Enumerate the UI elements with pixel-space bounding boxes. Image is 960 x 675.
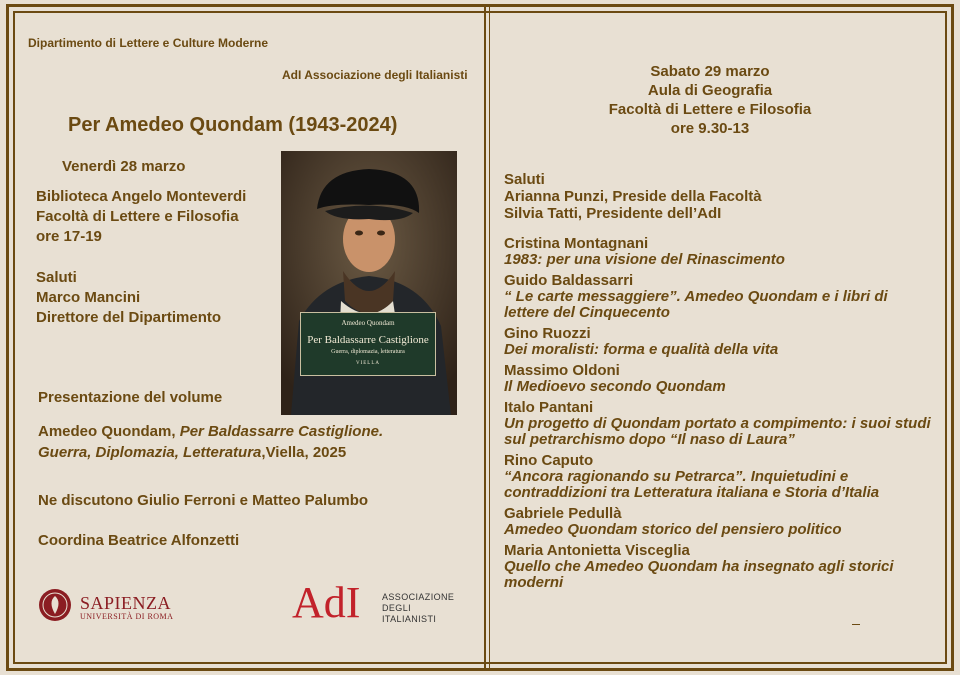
greetings-line: Saluti: [36, 269, 77, 286]
talk-title: Il Medioevo secondo Quondam: [504, 378, 726, 395]
day2-time: ore 9.30-13: [670, 120, 750, 137]
talk-title: Quello che Amedeo Quondam ha insegnato agli storici moderni: [504, 558, 894, 591]
cover-subtitle: Guerra, diplomazia, letteratura: [331, 349, 405, 355]
decorative-dash: [852, 624, 860, 625]
day2-greetings: [504, 171, 762, 222]
presentation-heading: Presentazione del volume: [38, 389, 223, 406]
day1-venue: [36, 187, 246, 247]
talk-title: “ Le carte messaggiere”. Amedeo Quondam e i libri di lettere del Cinquecento: [504, 288, 888, 321]
sapienza-subtitle: UNIVERSITÀ DI ROMA: [80, 612, 174, 621]
greetings-line: Marco Mancini: [36, 289, 141, 306]
greetings-line: Silvia Tatti, Presidente dell’AdI: [504, 205, 722, 222]
talk-title: Amedeo Quondam storico del pensiero politico: [504, 521, 842, 538]
book-reference: [38, 421, 383, 463]
book-publisher: ,Viella, 2025: [261, 444, 347, 461]
program-list: [504, 236, 934, 596]
program-item: [504, 273, 934, 321]
program-item: [504, 506, 934, 538]
program-item: [504, 400, 934, 448]
cover-publisher: VIELLA: [355, 361, 381, 366]
association-name: AdI Associazione degli Italianisti: [282, 68, 468, 82]
sapienza-name: SAPIENZA: [80, 593, 172, 613]
discussants: Ne discutono Giulio Ferroni e Matteo Palumbo: [38, 492, 369, 509]
book-title-part2: Guerra, Diplomazia, Letteratura: [38, 444, 262, 461]
cover-title: Per Baldassarre Castiglione: [307, 334, 429, 346]
day2-faculty: Facoltà di Lettere e Filosofia: [608, 101, 812, 118]
greetings-line: Direttore del Dipartimento: [36, 309, 222, 326]
program-item: [504, 326, 934, 358]
adi-logo-line: DEGLI: [382, 603, 412, 613]
adi-logo-text: [382, 592, 454, 625]
talk-title: 1983: per una visione del Rinascimento: [504, 251, 785, 268]
day1-date: Venerdì 28 marzo: [62, 158, 186, 175]
day2-header: [580, 62, 840, 138]
coordinator: Coordina Beatrice Alfonzetti: [38, 532, 240, 549]
speaker-name: Rino Caputo: [504, 452, 594, 469]
event-title: Per Amedeo Quondam (1943-2024): [68, 114, 398, 136]
fold-line: [484, 4, 486, 671]
speaker-name: Gabriele Pedullà: [504, 505, 622, 522]
program-item: [504, 453, 934, 501]
speaker-name: Massimo Oldoni: [504, 362, 620, 379]
speaker-name: Cristina Montagnani: [504, 235, 649, 252]
book-title-part1: Per Baldassarre Castiglione.: [179, 423, 384, 440]
venue-line: Biblioteca Angelo Monteverdi: [36, 188, 247, 205]
talk-title: Un progetto di Quondam portato a compimento: i suoi studi sul petrarchismo dopo “Il naso di Laura”: [504, 415, 931, 448]
cover-title-panel: [300, 312, 436, 376]
speaker-name: Italo Pantani: [504, 399, 594, 416]
day2-room: Aula di Geografia: [647, 82, 773, 99]
greetings-line: Arianna Punzi, Preside della Facoltà: [504, 188, 762, 205]
fold-line-secondary: [489, 4, 490, 671]
book-author: Amedeo Quondam,: [38, 423, 180, 440]
speaker-name: Guido Baldassarri: [504, 272, 634, 289]
adi-logo-line: ASSOCIAZIONE: [382, 592, 455, 602]
talk-title: “Ancora ragionando su Petrarca”. Inquietudini e contraddizioni tra Letteratura italiana e Storia d’Italia: [504, 468, 880, 501]
program-item: [504, 363, 934, 395]
talk-title: Dei moralisti: forma e qualità della vita: [504, 341, 779, 358]
venue-line: Facoltà di Lettere e Filosofia: [36, 208, 239, 225]
venue-line: ore 17-19: [36, 228, 102, 245]
book-cover-image: [281, 151, 457, 415]
day1-greetings: [36, 268, 221, 328]
cover-author: Amedeo Quondam: [341, 319, 395, 327]
program-item: [504, 236, 934, 268]
adi-logo-mark: AdI: [292, 578, 361, 627]
sapienza-seal-icon: [38, 588, 72, 622]
greetings-line: Saluti: [504, 171, 545, 188]
program-item: [504, 543, 934, 591]
day2-date: Sabato 29 marzo: [650, 63, 770, 80]
speaker-name: Gino Ruozzi: [504, 325, 591, 342]
adi-logo-line: ITALIANISTI: [382, 614, 437, 624]
sapienza-logo: [80, 593, 173, 621]
department-name: Dipartimento di Lettere e Culture Moderne: [28, 36, 269, 50]
speaker-name: Maria Antonietta Visceglia: [504, 542, 690, 559]
